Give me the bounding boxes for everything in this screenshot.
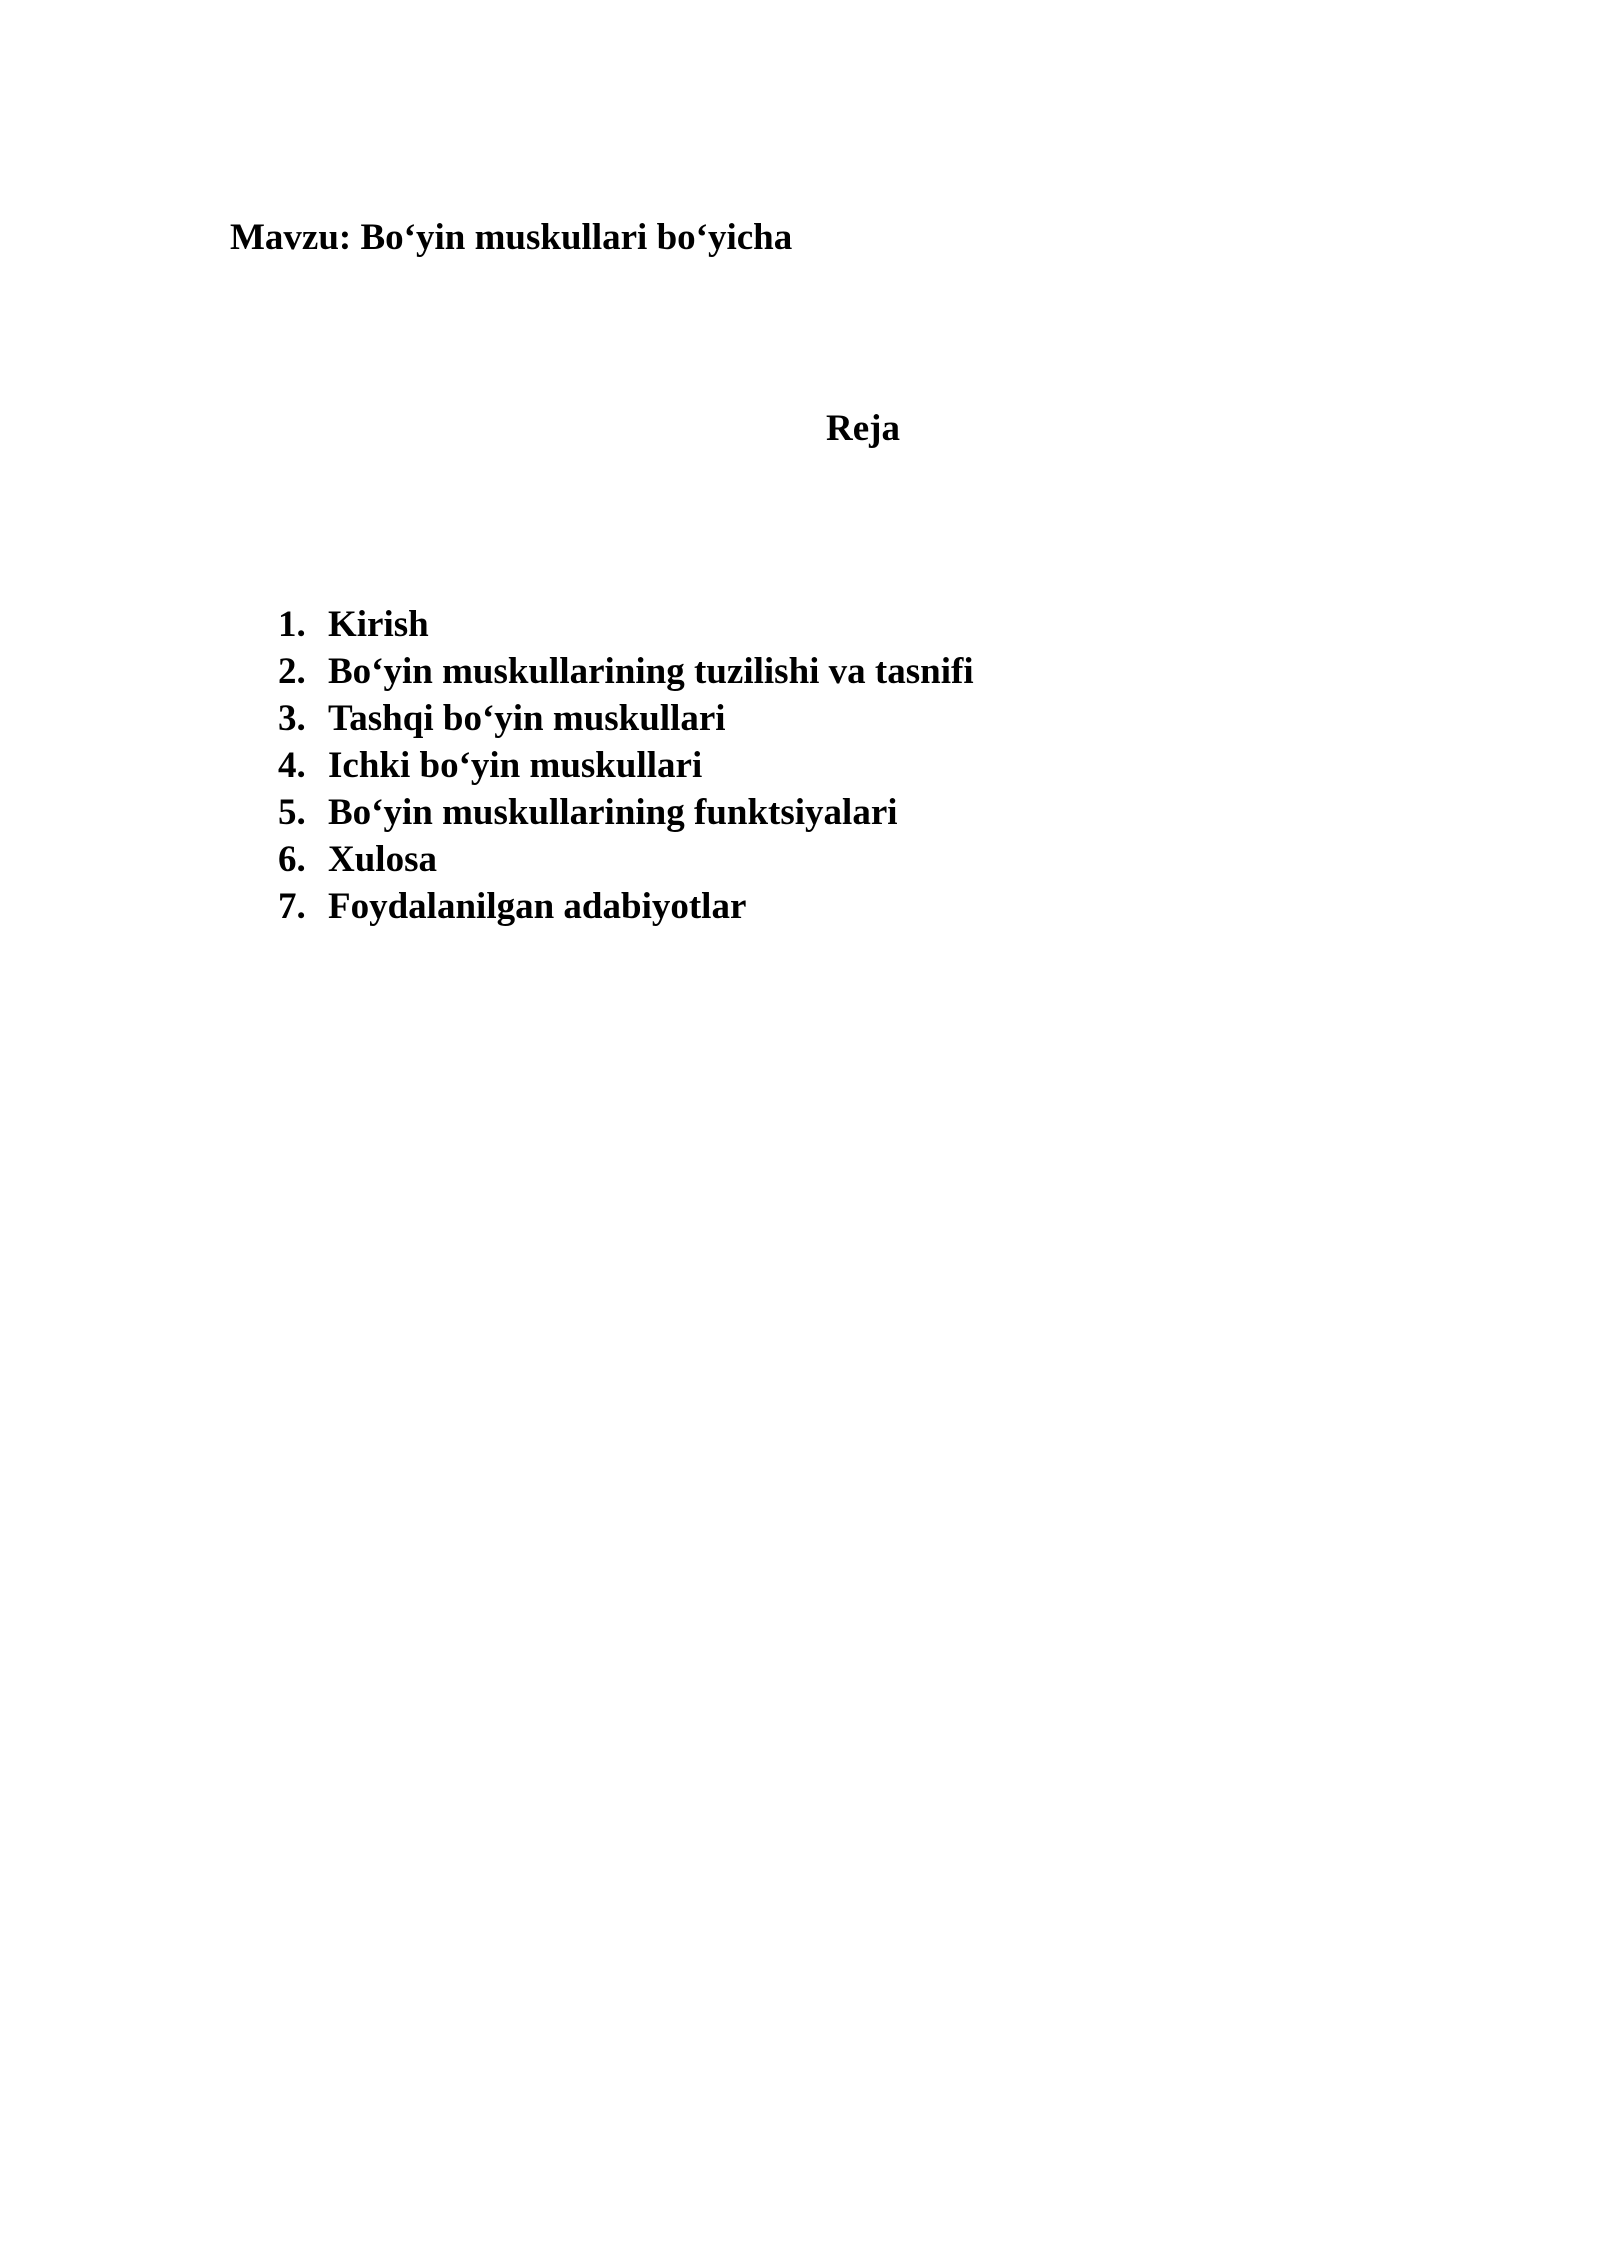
plan-item [278,836,974,883]
plan-item [278,742,974,789]
plan-item-label: Bo‘yin muskullarining funktsiyalari [328,792,898,833]
plan-item-number: 1. [278,604,306,645]
plan-list [278,601,974,930]
document-topic: Mavzu: Bo‘yin muskullari bo‘yicha [230,217,793,258]
plan-item-number: 6. [278,839,306,880]
plan-item-number: 3. [278,698,306,739]
plan-item-label: Tashqi bo‘yin muskullari [328,698,726,739]
plan-item [278,695,974,742]
plan-item [278,648,974,695]
plan-item-label: Ichki bo‘yin muskullari [328,745,703,786]
plan-item-label: Foydalanilgan adabiyotlar [328,886,747,927]
plan-item-number: 7. [278,886,306,927]
plan-item-label: Kirish [328,604,429,645]
plan-item-label: Xulosa [328,839,437,880]
plan-heading: Reja [826,408,900,449]
plan-item-label: Bo‘yin muskullarining tuzilishi va tasnifi [328,651,974,692]
plan-item-number: 2. [278,651,306,692]
plan-item-number: 4. [278,745,306,786]
plan-item [278,883,974,930]
plan-item [278,601,974,648]
plan-item [278,789,974,836]
plan-item-number: 5. [278,792,306,833]
